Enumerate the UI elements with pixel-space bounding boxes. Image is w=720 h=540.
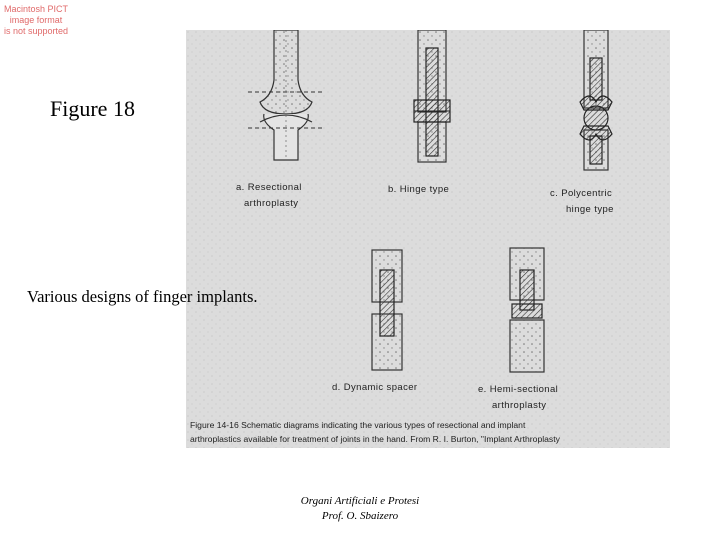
label-d: d. Dynamic spacer [332,382,418,393]
slide-caption: Various designs of finger implants. [27,287,258,306]
footer [270,494,450,524]
footer-author: Prof. O. Sbaizero [321,510,399,522]
notice-line-1: Macintosh PICT [3,4,69,14]
label-e-line2: arthroplasty [492,400,547,411]
label-c-line1: c. Polycentric [550,188,613,199]
diagram-hinge [414,30,450,162]
notice-line-2: image format [9,15,63,25]
label-e-line1: e. Hemi-sectional [478,384,559,395]
notice-line-3: is not supported [3,26,69,36]
label-a-line1: a. Resectional [236,182,302,193]
unsupported-image-notice [2,4,70,37]
label-b: b. Hinge type [388,184,450,195]
diagram-polycentric [580,30,612,170]
implant-diagrams [186,30,670,448]
slide-title: Figure 18 [50,96,135,121]
figure-caption-line1: Figure 14-16 Schematic diagrams indicating the various types of resectional and implant [190,420,526,430]
scanned-figure [186,30,670,448]
footer-course: Organi Artificiali e Protesi [300,495,420,507]
label-a-line2: arthroplasty [244,198,299,209]
diagram-hemi-sectional [510,248,544,372]
label-c-line2: hinge type [566,204,614,215]
figure-caption-line2: arthroplastics available for treatment of joints in the hand. From R. I. Burton, "Implant Arthroplasty [190,434,560,444]
